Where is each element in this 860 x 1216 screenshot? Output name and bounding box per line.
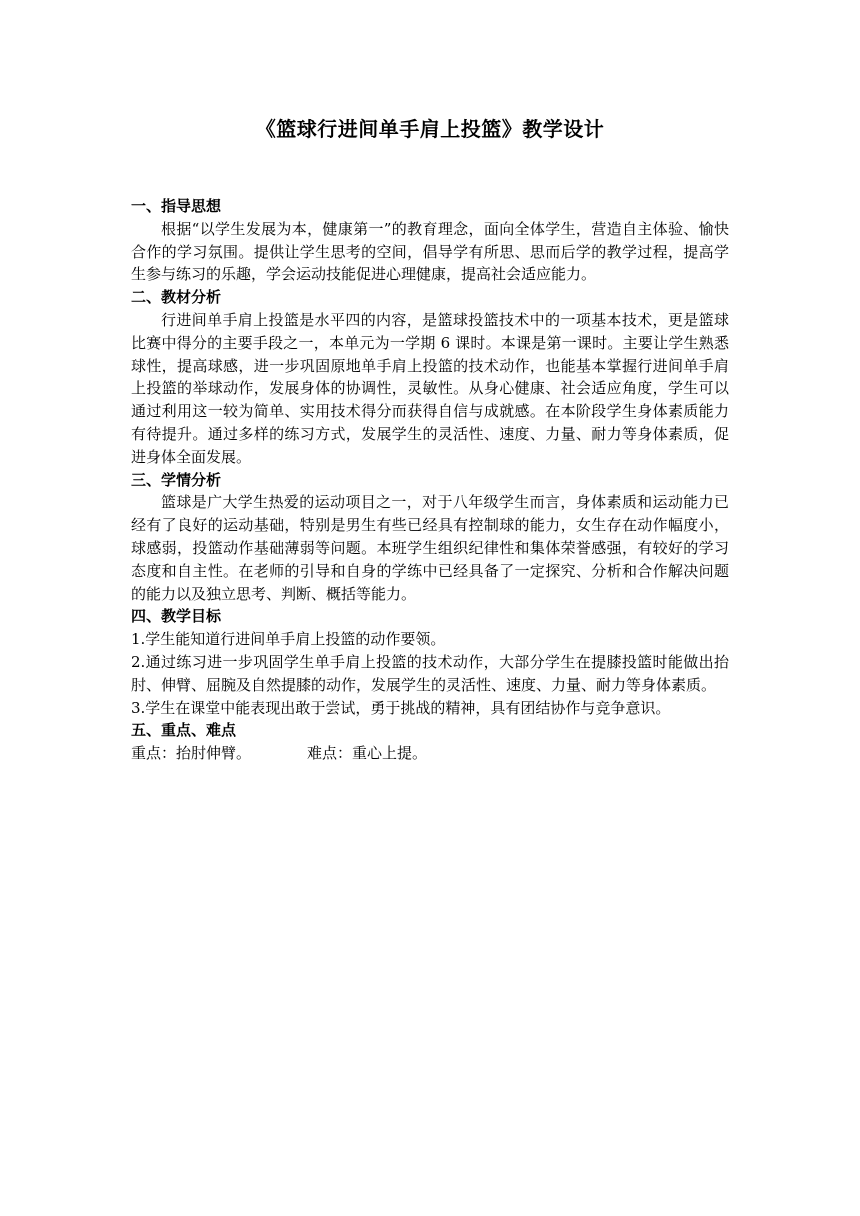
section-heading-teaching-objectives: 四、教学目标: [131, 607, 222, 626]
objective-item-2: 2.通过练习进一步巩固学生单手肩上投篮的技术动作，大部分学生在提膝投篮时能做出抬肘、伸臂、屈腕及自然提膝的动作，发展学生的灵活性、速度、力量、耐力等身体素质。: [131, 652, 729, 694]
paragraph-student-analysis: 篮球是广大学生热爱的运动项目之一，对于八年级学生而言，身体素质和运动能力已经有了良好的运动基础，特别是男生有些已经具有控制球的能力，女生存在动作幅度小，球感弱，投篮动作基础薄弱等问题。本班学生组织纪律性和集体荣誉感强，有较好的学习态度和自主性。在老师的引导和自身的学练中已经具备了一定探究、分析和合作解决问题的能力以及独立思考、判断、概括等能力。: [131, 493, 729, 603]
section-heading-material-analysis: 二、教材分析: [131, 288, 222, 307]
paragraph-material-analysis: 行进间单手肩上投篮是水平四的内容，是篮球投篮技术中的一项基本技术，更是篮球比赛中得分的主要手段之一，本单元为一学期 6 课时。本课是第一课时。主要让学生熟悉球性，提高球感，进一步巩固原地单手肩上投篮的技术动作，也能基本掌握行进间单手肩上投篮的举球动作，发展身体的协调性，灵敏性。从身心健康、社会适应角度，学生可以通过利用这一较为简单、实用技术得分而获得自信与成就感。在本阶段学生身体素质能力有待提升。通过多样的练习方式，发展学生的灵活性、速度、力量、耐力等身体素质，促进身体全面发展。: [131, 310, 729, 466]
section-heading-guiding-ideology: 一、指导思想: [131, 197, 222, 215]
objective-item-3: 3.学生在课堂中能表现出敢于尝试，勇于挑战的精神，具有团结协作与竞争意识。: [131, 698, 671, 717]
objective-item-1: 1.学生能知道行进间单手肩上投篮的动作要领。: [131, 630, 446, 649]
key-point-text: 重点：抬肘伸臂。: [131, 744, 252, 763]
paragraph-guiding-ideology: 根据“以学生发展为本，健康第一”的教育理念，面向全体学生，营造自主体验、愉快合作的学习氛围。提供让学生思考的空间，倡导学有所思、思而后学的教学过程，提高学生参与练习的乐趣，学会运动技能促进心理健康，提高社会适应能力。: [131, 219, 729, 284]
document-title: 《篮球行进间单手肩上投篮》教学设计: [255, 117, 605, 141]
document-body: [131, 195, 729, 765]
section-heading-key-difficult-points: 五、重点、难点: [131, 721, 237, 740]
key-difficult-points-line: [131, 742, 729, 765]
section-heading-student-analysis: 三、学情分析: [131, 470, 222, 489]
difficult-point-text: 难点：重心上提。: [307, 744, 428, 763]
